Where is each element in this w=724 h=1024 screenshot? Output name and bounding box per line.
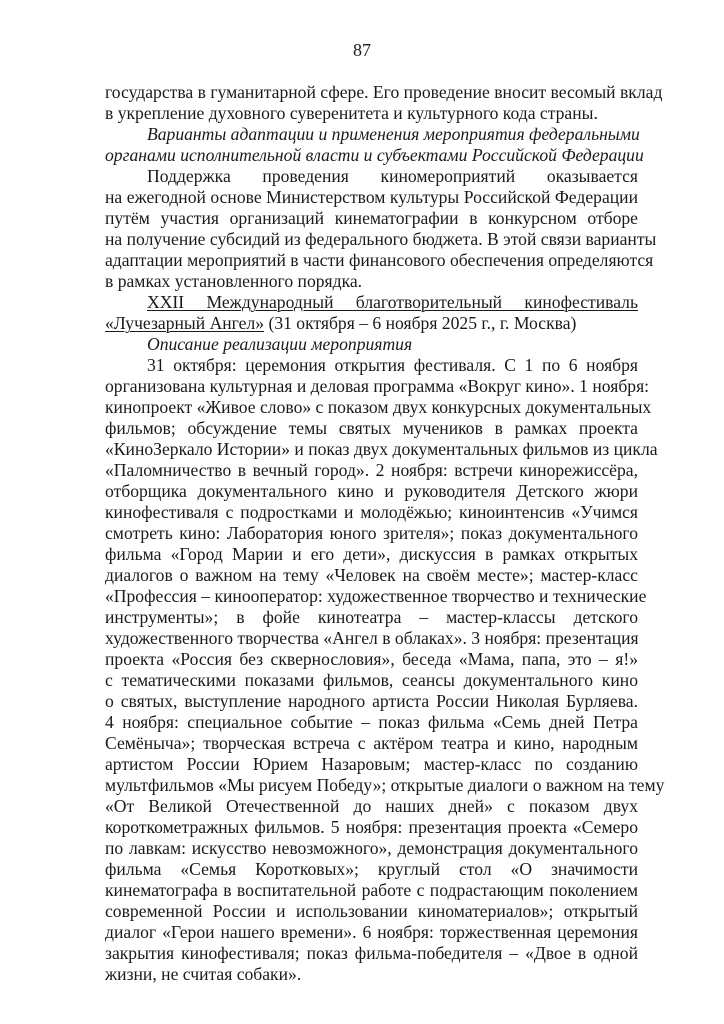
text-line: фильма «Город Марии и его дети», дискуссия в рамках открытых — [105, 544, 638, 564]
text-line: «От Великой Отечественной до наших дней» с показом двух — [105, 796, 638, 816]
text-line: Варианты адаптации и применения мероприятия федеральными — [147, 124, 640, 144]
text-line: инструменты»; в фойе кинотеатра – мастер-классы детского — [105, 607, 638, 627]
text-line: органами исполнительной власти и субъектами Российской Федерации — [105, 145, 644, 165]
text-line: Семёныча»; творческая встреча с актёром театра и кино, народным — [105, 733, 638, 753]
festival-dates-location: (31 октября – 6 ноября 2025 г., г. Москва) — [264, 313, 577, 333]
text-line: закрытия кинофестиваля; показ фильма-победителя – «Двое в одной — [105, 943, 638, 963]
text-line: на получение субсидий из федерального бюджета. В этой связи варианты — [105, 229, 657, 249]
text-line: проекта «Россия без сквернословия», беседа «Мама, папа, это – я!» — [105, 649, 638, 669]
text-line: Поддержка проведения киномероприятий оказывается — [147, 166, 638, 186]
festival-heading — [105, 292, 638, 334]
section-subheading-description — [105, 334, 638, 355]
text-line: кинофестиваля с подростками и молодёжью; киноинтенсив «Учимся — [105, 502, 638, 522]
text-line: на ежегодной основе Министерством культуры Российской Федерации — [105, 187, 638, 207]
page-number: 87 — [353, 40, 371, 60]
text-line: артистом России Юрием Назаровым; мастер-класс по созданию — [105, 754, 638, 774]
text-line: художественного творчества «Ангел в облаках». 3 ноября: презентация — [105, 628, 639, 648]
section-subheading-adaptation — [105, 124, 644, 166]
text-line: смотреть кино: Лаборатория юного зрителя»; показ документального — [105, 523, 638, 543]
festival-name-underlined: «Лучезарный Ангел» — [105, 313, 265, 333]
text-line: в рамках установленного порядка. — [105, 271, 363, 291]
text-line — [105, 313, 638, 334]
text-line: «КиноЗеркало Истории» и показ двух документальных фильмов из цикла — [105, 439, 658, 459]
text-line: фильмов; обсуждение темы святых мучеников в рамках проекта — [105, 418, 638, 438]
text-line: диалогов о важном на тему «Человек на своём месте»; мастер-класс — [105, 565, 638, 585]
text-line: о святых, выступление народного артиста России Николая Бурляева. — [105, 691, 638, 711]
text-line: «Профессия – кинооператор: художественное творчество и технические — [105, 586, 647, 606]
text-line: в укрепление духовного суверенитета и культурного кода страны. — [105, 103, 598, 123]
text-line: по лавкам: искусство невозможного», демонстрация документального — [105, 838, 638, 858]
text-line: 31 октября: церемония открытия фестиваля. С 1 по 6 ноября — [147, 355, 638, 375]
paragraph-support — [105, 166, 657, 292]
festival-title-underlined: XXII Международный благотворительный кинофестиваль — [147, 292, 638, 312]
text-line: мультфильмов «Мы рисуем Победу»; открытые диалоги о важном на тему — [105, 775, 665, 795]
text-line — [105, 292, 638, 313]
text-line: отборщика документального кино и руководителя Детского жюри — [105, 481, 638, 501]
paragraph-continuation — [105, 82, 663, 124]
text-line: «Паломничество в вечный город». 2 ноября: встречи кинорежиссёра, — [105, 460, 638, 480]
paragraph-program — [105, 355, 665, 985]
text-line: путём участия организаций кинематографии в конкурсном отборе — [105, 208, 638, 228]
text-line: Описание реализации мероприятия — [147, 334, 413, 354]
text-line: адаптации мероприятий в части финансового обеспечения определяются — [105, 250, 654, 270]
text-line: жизни, не считая собаки». — [105, 964, 302, 984]
text-line: кинопроект «Живое слово» с показом двух конкурсных документальных — [105, 397, 652, 417]
text-line: кинематографа в воспитательной работе с подрастающим поколением — [105, 880, 638, 900]
document-body — [105, 82, 665, 985]
text-line: 4 ноября: специальное событие – показ фильма «Семь дней Петра — [105, 712, 638, 732]
text-line: с тематическими показами фильмов, сеансы документального кино — [105, 670, 638, 690]
text-line: современной России и использовании киноматериалов»; открытый — [105, 901, 638, 921]
text-line: короткометражных фильмов. 5 ноября: презентация проекта «Семеро — [105, 817, 638, 837]
text-line: диалог «Герои нашего времени». 6 ноября: торжественная церемония — [105, 922, 638, 942]
text-line: организована культурная и деловая программа «Вокруг кино». 1 ноября: — [105, 376, 650, 396]
text-line: государства в гуманитарной сфере. Его проведение вносит весомый вклад — [105, 82, 663, 102]
text-line: фильма «Семья Коротковых»; круглый стол «О значимости — [105, 859, 638, 879]
